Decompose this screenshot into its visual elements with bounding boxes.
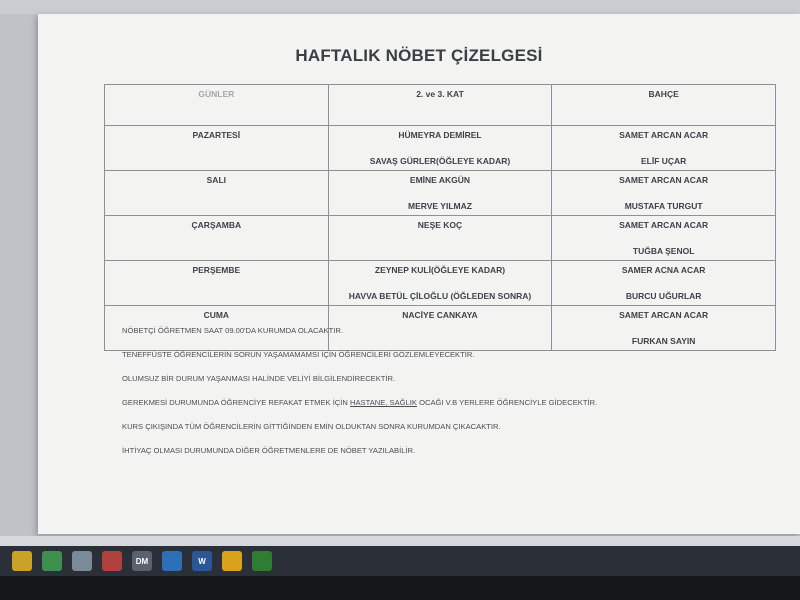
word-ribbon (0, 0, 800, 14)
garden-cell (552, 171, 776, 216)
chrome-icon[interactable] (222, 551, 242, 571)
garden-cell (552, 216, 776, 261)
day-label: PAZARTESİ (192, 130, 241, 140)
day-cell (105, 171, 329, 216)
document-page[interactable] (38, 14, 800, 534)
day-label: ÇARŞAMBA (191, 220, 242, 230)
note-4-after: OCAĞI V.B YERLERE ÖĞRENCİYLE GİDECEKTİR. (416, 398, 598, 407)
windows-taskbar (0, 546, 800, 576)
monitor-bezel (0, 576, 800, 600)
note-5: KURS ÇIKIŞINDA TÜM ÖĞRENCİLERİN GİTTİĞİNDEN EMİN OLDUKTAN SONRA KURUMDAN ÇIKACAKTIR. (122, 422, 501, 431)
day-cell (105, 126, 329, 171)
floor-teacher-2: HAVVA BETÜL ÇİLOĞLU (ÖĞLEDEN SONRA) (348, 291, 532, 301)
garden-cell (552, 126, 776, 171)
garden-teacher-2: TUĞBA ŞENOL (632, 246, 695, 256)
status-bar (0, 536, 800, 546)
note-2: TENEFFÜSTE ÖĞRENCİLERİN SORUN YAŞAMAMAMSI İÇİN ÖĞRENCİLERİ GÖZLEMLEYECEKTİR. (122, 350, 475, 359)
app-icon-media[interactable] (102, 551, 122, 571)
day-cell (105, 216, 329, 261)
floor-teacher-2: MERVE YILMAZ (408, 201, 472, 211)
app-icon-excel[interactable] (252, 551, 272, 571)
duty-notes (122, 326, 762, 470)
note-6: İHTİYAÇ OLMASI DURUMUNDA DİĞER ÖĞRETMENLERE DE NÖBET YAZILABİLİR. (122, 446, 416, 455)
floor-teacher-1: NACİYE CANKAYA (402, 310, 478, 320)
floor-teacher-1: ZEYNEP KULİ(ÖĞLEYE KADAR) (374, 265, 506, 275)
floor-teacher-1: HÜMEYRA DEMİREL (398, 130, 482, 140)
floor-teacher-2: SAVAŞ GÜRLER(ÖĞLEYE KADAR) (369, 156, 511, 166)
floor-teacher-1: EMİNE AKGÜN (409, 175, 471, 185)
note-4-underlined: HASTANE, SAĞLIK (350, 398, 417, 407)
document-workspace (0, 14, 800, 544)
note-3: OLUMSUZ BİR DURUM YAŞANMASI HALİNDE VELİYİ BİLGİLENDİRECEKTİR. (122, 374, 396, 383)
word-icon[interactable]: W (192, 551, 212, 571)
garden-teacher-2: FURKAN SAYIN (631, 336, 696, 346)
table-row (105, 126, 776, 171)
garden-teacher-1: SAMET ARCAN ACAR (619, 175, 709, 185)
header-garden: BAHÇE (552, 85, 776, 126)
garden-teacher-2: BURCU UĞURLAR (625, 291, 702, 301)
garden-teacher-1: SAMET ARCAN ACAR (619, 130, 709, 140)
floor-cell (328, 171, 552, 216)
table-row (105, 171, 776, 216)
floor-cell (328, 126, 552, 171)
floor-cell (328, 216, 552, 261)
app-icon-slides[interactable] (72, 551, 92, 571)
file-explorer-icon[interactable] (12, 551, 32, 571)
note-4 (122, 398, 762, 407)
drop-app-icon[interactable] (162, 551, 182, 571)
table-row (105, 261, 776, 306)
day-label: SALI (206, 175, 227, 185)
garden-cell (552, 261, 776, 306)
garden-teacher-1: SAMER ACNA ACAR (621, 265, 706, 275)
day-label: PERŞEMBE (192, 265, 241, 275)
app-icon-green[interactable] (42, 551, 62, 571)
duty-schedule-table (104, 84, 776, 351)
garden-teacher-2: ELİF UÇAR (640, 156, 687, 166)
header-days: GÜNLER (105, 85, 329, 126)
note-1: NÖBETÇİ ÖĞRETMEN SAAT 09.00'DA KURUMDA OLACAKTIR. (122, 326, 344, 335)
day-cell (105, 261, 329, 306)
garden-teacher-2: MUSTAFA TURGUT (624, 201, 703, 211)
day-label: CUMA (203, 310, 230, 320)
page-title: HAFTALIK NÖBET ÇİZELGESİ (295, 46, 543, 65)
table-header-row (105, 85, 776, 126)
floor-cell (328, 261, 552, 306)
dm-app-icon[interactable]: DM (132, 551, 152, 571)
garden-teacher-1: SAMET ARCAN ACAR (619, 220, 709, 230)
header-floor: 2. ve 3. KAT (328, 85, 552, 126)
note-4-before: GEREKMESİ DURUMUNDA ÖĞRENCİYE REFAKAT ETMEK İÇİN (122, 398, 350, 407)
table-row (105, 216, 776, 261)
garden-teacher-1: SAMET ARCAN ACAR (619, 310, 709, 320)
floor-teacher-1: NEŞE KOÇ (417, 220, 463, 230)
